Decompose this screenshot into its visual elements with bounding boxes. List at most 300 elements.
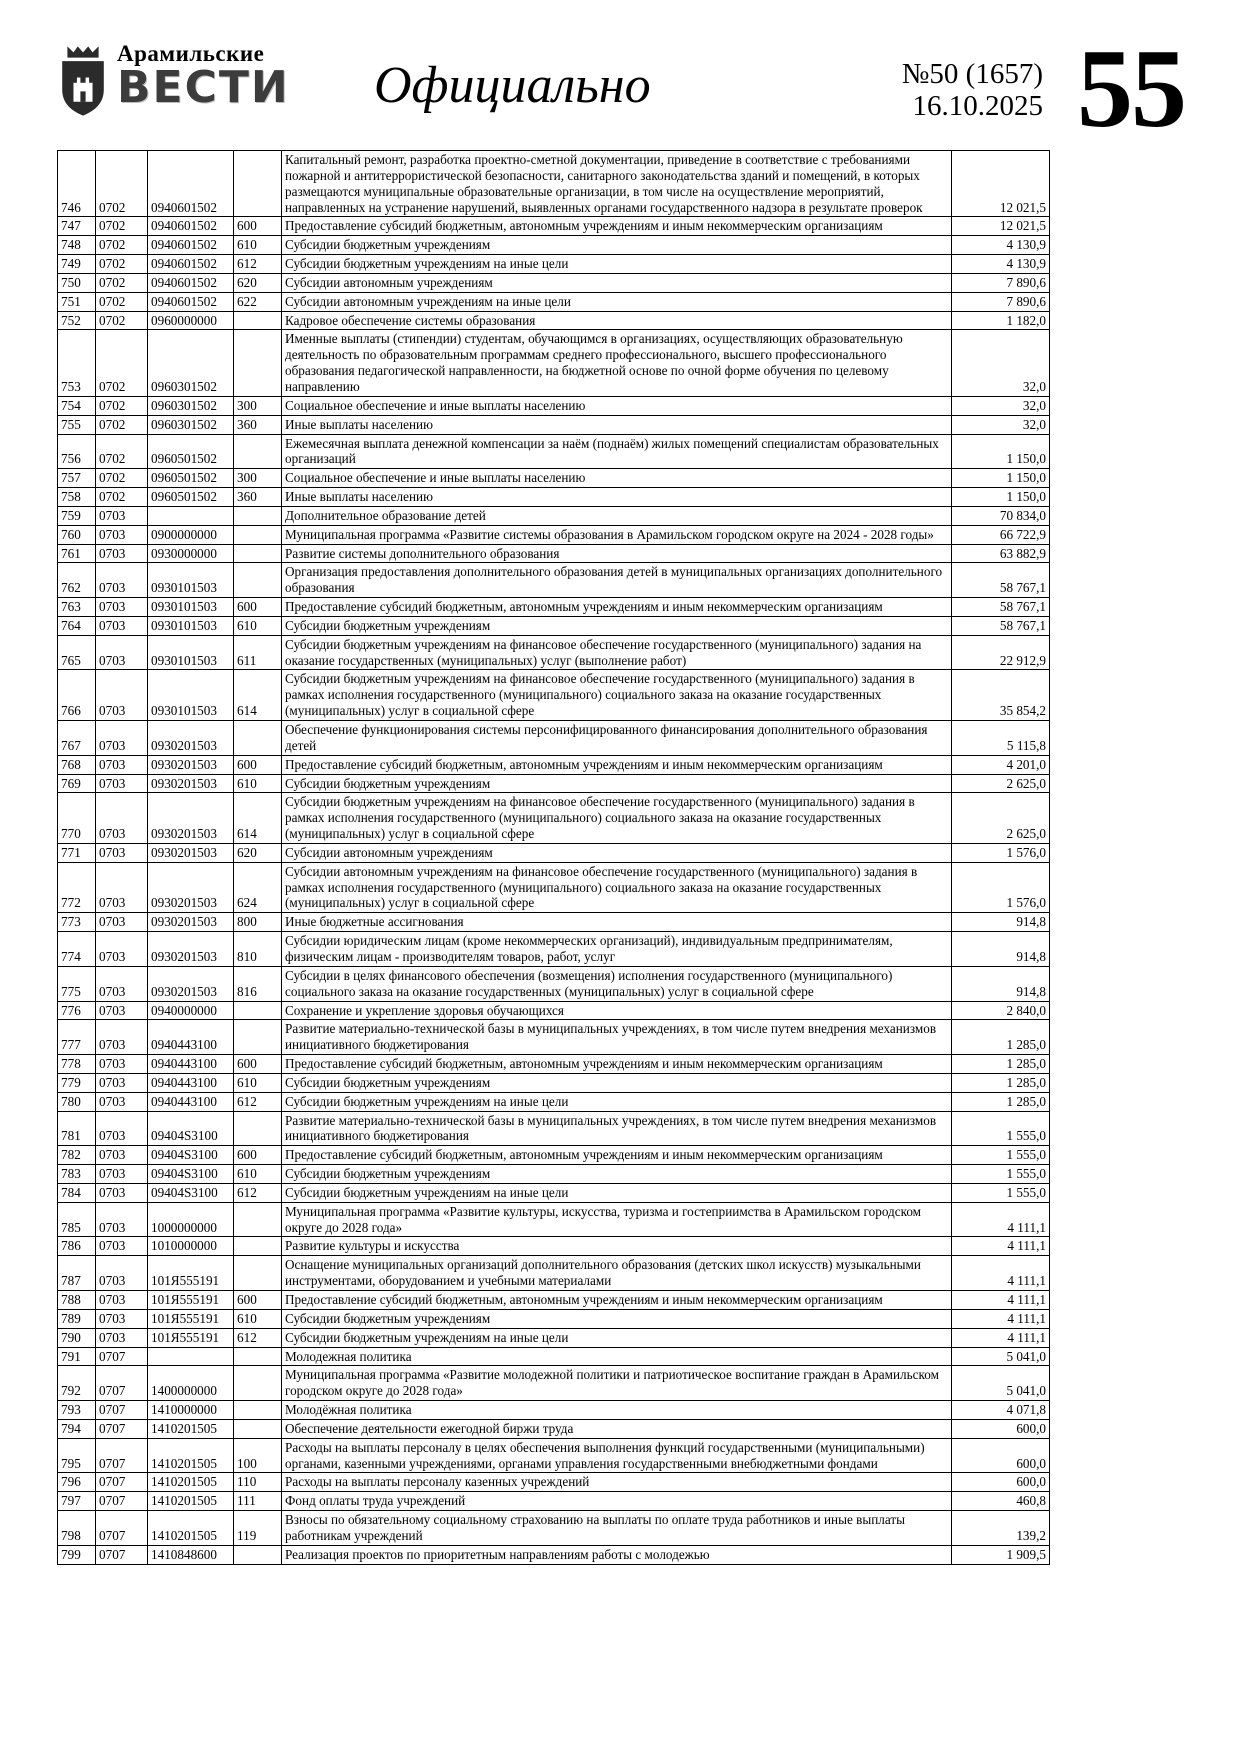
amount: 914,8: [952, 966, 1050, 1001]
section-code: 0707: [96, 1419, 148, 1438]
table-row: [58, 563, 1050, 598]
newspaper-title-bottom: ВЕСТИ: [117, 62, 290, 114]
expense-type-code: [234, 311, 282, 330]
amount: 1 150,0: [952, 488, 1050, 507]
target-article-code: 0960501502: [148, 488, 234, 507]
target-article-code: 1000000000: [148, 1202, 234, 1237]
expense-type-code: 611: [234, 635, 282, 670]
table-row: [58, 217, 1050, 236]
expense-type-code: [234, 330, 282, 396]
table-row: [58, 1055, 1050, 1074]
expense-name: Субсидии бюджетным учреждениям: [282, 616, 952, 635]
row-number: 794: [58, 1419, 96, 1438]
expense-type-code: 119: [234, 1511, 282, 1546]
table-row: [58, 273, 1050, 292]
expense-name: Субсидии бюджетным учреждениям на иные цели: [282, 1183, 952, 1202]
expense-name: Сохранение и укрепление здоровья обучающихся: [282, 1001, 952, 1020]
target-article-code: 0930201503: [148, 843, 234, 862]
row-number: 791: [58, 1347, 96, 1366]
row-number: 755: [58, 415, 96, 434]
amount: 4 111,1: [952, 1256, 1050, 1291]
section-code: 0703: [96, 1146, 148, 1165]
expense-type-code: 111: [234, 1492, 282, 1511]
row-number: 752: [58, 311, 96, 330]
expense-type-code: 360: [234, 415, 282, 434]
expense-name: Расходы на выплаты персоналу казенных учреждений: [282, 1473, 952, 1492]
amount: 58 767,1: [952, 616, 1050, 635]
row-number: 777: [58, 1020, 96, 1055]
expense-name: Взносы по обязательному социальному страхованию на выплаты по оплате труда работников и иные выплаты работникам учреждений: [282, 1511, 952, 1546]
amount: 1 285,0: [952, 1092, 1050, 1111]
expense-type-code: 614: [234, 793, 282, 844]
target-article-code: 0930201503: [148, 932, 234, 967]
table-row: [58, 1366, 1050, 1401]
row-number: 768: [58, 755, 96, 774]
expense-type-code: [234, 1401, 282, 1420]
expense-type-code: 300: [234, 396, 282, 415]
table-row: [58, 1020, 1050, 1055]
section-code: 0703: [96, 1001, 148, 1020]
table-row: [58, 506, 1050, 525]
section-code: 0703: [96, 1237, 148, 1256]
amount: 12 021,5: [952, 151, 1050, 217]
expense-name: Субсидии бюджетным учреждениям на финансовое обеспечение государственного (муниципального) задания в рамках исполнения государственного (муниципального) социального заказа на оказание государственных (муниципальных) услуг в социальной сфере: [282, 793, 952, 844]
expense-type-code: 620: [234, 273, 282, 292]
expense-name: Субсидии бюджетным учреждениям: [282, 236, 952, 255]
amount: 32,0: [952, 396, 1050, 415]
row-number: 795: [58, 1438, 96, 1473]
amount: 1 285,0: [952, 1020, 1050, 1055]
target-article-code: 0940443100: [148, 1073, 234, 1092]
expense-type-code: [234, 1256, 282, 1291]
expense-type-code: [234, 1347, 282, 1366]
target-article-code: 0940443100: [148, 1092, 234, 1111]
expense-name: Именные выплаты (стипендии) студентам, обучающимся в организациях, осуществляющих образовательную деятельность по образовательным программам среднего профессионального, высшего профессионального образования педагогической направленности, на бюджетной основе по очной форме обучения по целевому направлению: [282, 330, 952, 396]
amount: 914,8: [952, 932, 1050, 967]
target-article-code: 0960301502: [148, 415, 234, 434]
expense-type-code: 610: [234, 616, 282, 635]
amount: 1 555,0: [952, 1165, 1050, 1184]
target-article-code: 0940601502: [148, 236, 234, 255]
expense-type-code: [234, 1419, 282, 1438]
amount: 63 882,9: [952, 544, 1050, 563]
table-row: [58, 1401, 1050, 1420]
target-article-code: 0930101503: [148, 670, 234, 721]
table-row: [58, 913, 1050, 932]
expense-type-code: [234, 1111, 282, 1146]
expense-name: Молодёжная политика: [282, 1401, 952, 1420]
expense-name: Субсидии бюджетным учреждениям: [282, 774, 952, 793]
target-article-code: 1410201505: [148, 1419, 234, 1438]
row-number: 785: [58, 1202, 96, 1237]
table-row: [58, 1111, 1050, 1146]
expense-name: Муниципальная программа «Развитие культуры, искусства, туризма и гостеприимства в Арамильском городском округе до 2028 года»: [282, 1202, 952, 1237]
target-article-code: 0940601502: [148, 151, 234, 217]
section-code: 0703: [96, 1183, 148, 1202]
amount: 1 909,5: [952, 1545, 1050, 1564]
expense-name: Субсидии юридическим лицам (кроме некоммерческих организаций), индивидуальным предпринимателям, физическим лицам - производителям товаров, работ, услуг: [282, 932, 952, 967]
expense-type-code: [234, 151, 282, 217]
row-number: 747: [58, 217, 96, 236]
row-number: 756: [58, 434, 96, 469]
table-row: [58, 1419, 1050, 1438]
expense-type-code: [234, 434, 282, 469]
expense-type-code: [234, 1237, 282, 1256]
expense-type-code: [234, 1001, 282, 1020]
row-number: 751: [58, 292, 96, 311]
table-row: [58, 966, 1050, 1001]
expense-type-code: 612: [234, 1328, 282, 1347]
row-number: 792: [58, 1366, 96, 1401]
table-row: [58, 488, 1050, 507]
section-code: 0702: [96, 330, 148, 396]
expense-type-code: 600: [234, 1146, 282, 1165]
target-article-code: 101Я555191: [148, 1309, 234, 1328]
expense-type-code: 360: [234, 488, 282, 507]
amount: 12 021,5: [952, 217, 1050, 236]
row-number: 746: [58, 151, 96, 217]
target-article-code: 0930201503: [148, 721, 234, 756]
expense-name: Субсидии бюджетным учреждениям: [282, 1309, 952, 1328]
expense-type-code: 610: [234, 1309, 282, 1328]
expense-name: Предоставление субсидий бюджетным, автономным учреждениям и иным некоммерческим организациям: [282, 217, 952, 236]
expense-name: Муниципальная программа «Развитие системы образования в Арамильском городском округе на 2024 - 2028 годы»: [282, 525, 952, 544]
section-code: 0703: [96, 1165, 148, 1184]
section-code: 0703: [96, 774, 148, 793]
row-number: 754: [58, 396, 96, 415]
section-code: 0703: [96, 721, 148, 756]
expense-name: Субсидии бюджетным учреждениям: [282, 1165, 952, 1184]
section-code: 0702: [96, 488, 148, 507]
expense-name: Субсидии автономным учреждениям: [282, 843, 952, 862]
row-number: 796: [58, 1473, 96, 1492]
expense-name: Субсидии автономным учреждениям: [282, 273, 952, 292]
target-article-code: 101Я555191: [148, 1328, 234, 1347]
target-article-code: 0930201503: [148, 966, 234, 1001]
expense-name: Кадровое обеспечение системы образования: [282, 311, 952, 330]
row-number: 748: [58, 236, 96, 255]
table-row: [58, 635, 1050, 670]
expense-name: Развитие материально-технической базы в муниципальных учреждениях, в том числе путем внедрения механизмов инициативного бюджетирования: [282, 1020, 952, 1055]
section-code: 0702: [96, 217, 148, 236]
section-code: 0702: [96, 292, 148, 311]
section-code: 0707: [96, 1545, 148, 1564]
section-code: 0703: [96, 1328, 148, 1347]
amount: 4 130,9: [952, 236, 1050, 255]
section-code: 0703: [96, 1111, 148, 1146]
expense-type-code: [234, 721, 282, 756]
target-article-code: 0930201503: [148, 774, 234, 793]
target-article-code: 101Я555191: [148, 1291, 234, 1310]
section-code: 0707: [96, 1347, 148, 1366]
amount: 35 854,2: [952, 670, 1050, 721]
row-number: 758: [58, 488, 96, 507]
target-article-code: 0940601502: [148, 292, 234, 311]
newspaper-title-top: Арамильские: [117, 41, 265, 66]
row-number: 765: [58, 635, 96, 670]
section-code: 0703: [96, 598, 148, 617]
row-number: 799: [58, 1545, 96, 1564]
table-row: [58, 1309, 1050, 1328]
target-article-code: 0940601502: [148, 255, 234, 274]
amount: 600,0: [952, 1473, 1050, 1492]
table-row: [58, 469, 1050, 488]
expense-type-code: 600: [234, 217, 282, 236]
table-row: [58, 1492, 1050, 1511]
table-row: [58, 932, 1050, 967]
expense-type-code: 610: [234, 1165, 282, 1184]
section-title: Официально: [374, 57, 651, 114]
section-code: 0703: [96, 862, 148, 913]
expense-type-code: [234, 544, 282, 563]
expense-type-code: [234, 1545, 282, 1564]
row-number: 779: [58, 1073, 96, 1092]
table-row: [58, 793, 1050, 844]
row-number: 769: [58, 774, 96, 793]
target-article-code: [148, 1347, 234, 1366]
section-code: 0707: [96, 1366, 148, 1401]
row-number: 784: [58, 1183, 96, 1202]
table-row: [58, 1347, 1050, 1366]
row-number: 788: [58, 1291, 96, 1310]
table-row: [58, 1001, 1050, 1020]
target-article-code: 0960000000: [148, 311, 234, 330]
amount: 22 912,9: [952, 635, 1050, 670]
amount: 2 840,0: [952, 1001, 1050, 1020]
table-row: [58, 843, 1050, 862]
expense-type-code: 600: [234, 1291, 282, 1310]
target-article-code: 1400000000: [148, 1366, 234, 1401]
table-row: [58, 755, 1050, 774]
target-article-code: 0930101503: [148, 616, 234, 635]
expense-type-code: 620: [234, 843, 282, 862]
row-number: 774: [58, 932, 96, 967]
section-code: 0703: [96, 1055, 148, 1074]
amount: 1 576,0: [952, 843, 1050, 862]
table-row: [58, 525, 1050, 544]
amount: 2 625,0: [952, 793, 1050, 844]
amount: 5 115,8: [952, 721, 1050, 756]
section-code: 0703: [96, 1092, 148, 1111]
expense-name: Субсидии бюджетным учреждениям на финансовое обеспечение государственного (муниципального) задания на оказание государственных (муниципальных) услуг (выполнение работ): [282, 635, 952, 670]
expense-name: Развитие материально-технической базы в муниципальных учреждениях, в том числе путем внедрения механизмов инициативного бюджетирования: [282, 1111, 952, 1146]
table-row: [58, 151, 1050, 217]
table-row: [58, 598, 1050, 617]
expense-name: Субсидии в целях финансового обеспечения (возмещения) исполнения государственного (муниципального) социального заказа на оказание государственных (муниципальных) услуг в социальной сфере: [282, 966, 952, 1001]
row-number: 766: [58, 670, 96, 721]
table-row: [58, 330, 1050, 396]
section-code: 0703: [96, 1073, 148, 1092]
expense-name: Организация предоставления дополнительного образования детей в муниципальных организациях дополнительного образования: [282, 563, 952, 598]
expense-name: Субсидии бюджетным учреждениям на иные цели: [282, 1328, 952, 1347]
amount: 1 285,0: [952, 1055, 1050, 1074]
row-number: 757: [58, 469, 96, 488]
amount: 600,0: [952, 1419, 1050, 1438]
expense-type-code: 612: [234, 1183, 282, 1202]
section-code: 0702: [96, 469, 148, 488]
section-code: 0702: [96, 255, 148, 274]
target-article-code: 1410201505: [148, 1473, 234, 1492]
section-code: 0703: [96, 1256, 148, 1291]
section-code: 0703: [96, 635, 148, 670]
target-article-code: 1410201505: [148, 1492, 234, 1511]
target-article-code: 0930101503: [148, 635, 234, 670]
target-article-code: 0930201503: [148, 793, 234, 844]
row-number: 790: [58, 1328, 96, 1347]
row-number: 760: [58, 525, 96, 544]
table-row: [58, 616, 1050, 635]
expense-name: Дополнительное образование детей: [282, 506, 952, 525]
row-number: 782: [58, 1146, 96, 1165]
row-number: 798: [58, 1511, 96, 1546]
amount: 58 767,1: [952, 563, 1050, 598]
amount: 7 890,6: [952, 273, 1050, 292]
expense-type-code: 100: [234, 1438, 282, 1473]
target-article-code: 0940601502: [148, 273, 234, 292]
expense-type-code: 622: [234, 292, 282, 311]
table-row: [58, 415, 1050, 434]
expense-name: Ежемесячная выплата денежной компенсации за наём (поднаём) жилых помещений специалистам образовательных организаций: [282, 434, 952, 469]
row-number: 772: [58, 862, 96, 913]
target-article-code: 0960301502: [148, 330, 234, 396]
expense-name: Субсидии бюджетным учреждениям на финансовое обеспечение государственного (муниципального) задания в рамках исполнения государственного (муниципального) социального заказа на оказание государственных (муниципальных) услуг в социальной сфере: [282, 670, 952, 721]
row-number: 761: [58, 544, 96, 563]
target-article-code: 0940601502: [148, 217, 234, 236]
expense-name: Развитие системы дополнительного образования: [282, 544, 952, 563]
row-number: 759: [58, 506, 96, 525]
coat-of-arms-icon: [57, 44, 109, 118]
expense-type-code: 624: [234, 862, 282, 913]
amount: 32,0: [952, 415, 1050, 434]
section-code: 0702: [96, 434, 148, 469]
target-article-code: [148, 506, 234, 525]
expense-name: Расходы на выплаты персоналу в целях обеспечения выполнения функций государственными (муниципальными) органами, казенными учреждениями, органами управления государственными внебюджетными фондами: [282, 1438, 952, 1473]
expense-name: Предоставление субсидий бюджетным, автономным учреждениям и иным некоммерческим организациям: [282, 598, 952, 617]
table-row: [58, 292, 1050, 311]
section-code: 0703: [96, 755, 148, 774]
row-number: 793: [58, 1401, 96, 1420]
target-article-code: 0960501502: [148, 434, 234, 469]
section-code: 0702: [96, 273, 148, 292]
section-code: 0703: [96, 616, 148, 635]
page-number: 55: [1077, 27, 1185, 151]
amount: 1 285,0: [952, 1073, 1050, 1092]
expense-type-code: [234, 525, 282, 544]
expense-type-code: 612: [234, 255, 282, 274]
section-code: 0707: [96, 1473, 148, 1492]
target-article-code: 0960301502: [148, 396, 234, 415]
table-row: [58, 396, 1050, 415]
expense-name: Муниципальная программа «Развитие молодежной политики и патриотическое воспитание граждан в Арамильском городском округе до 2028 года»: [282, 1366, 952, 1401]
table-row: [58, 1438, 1050, 1473]
budget-table: [57, 150, 1050, 1565]
section-code: 0703: [96, 843, 148, 862]
section-code: 0703: [96, 1309, 148, 1328]
amount: 70 834,0: [952, 506, 1050, 525]
row-number: 780: [58, 1092, 96, 1111]
issue-info: [902, 42, 1043, 123]
amount: 600,0: [952, 1438, 1050, 1473]
section-code: 0707: [96, 1438, 148, 1473]
expense-type-code: 600: [234, 1055, 282, 1074]
amount: 4 111,1: [952, 1291, 1050, 1310]
section-code: 0703: [96, 1291, 148, 1310]
target-article-code: 1410000000: [148, 1401, 234, 1420]
expense-name: Молодежная политика: [282, 1347, 952, 1366]
row-number: 773: [58, 913, 96, 932]
amount: 1 555,0: [952, 1146, 1050, 1165]
row-number: 750: [58, 273, 96, 292]
target-article-code: 0960501502: [148, 469, 234, 488]
amount: 4 201,0: [952, 755, 1050, 774]
row-number: 771: [58, 843, 96, 862]
row-number: 797: [58, 1492, 96, 1511]
table-row: [58, 1545, 1050, 1564]
row-number: 753: [58, 330, 96, 396]
section-code: 0703: [96, 1202, 148, 1237]
section-code: 0703: [96, 1020, 148, 1055]
expense-type-code: 800: [234, 913, 282, 932]
table-row: [58, 862, 1050, 913]
section-code: 0703: [96, 966, 148, 1001]
newspaper-logo: [57, 42, 319, 118]
expense-name: Иные бюджетные ассигнования: [282, 913, 952, 932]
amount: 1 555,0: [952, 1183, 1050, 1202]
expense-name: Предоставление субсидий бюджетным, автономным учреждениям и иным некоммерческим организациям: [282, 1055, 952, 1074]
amount: 4 071,8: [952, 1401, 1050, 1420]
table-row: [58, 1165, 1050, 1184]
row-number: 764: [58, 616, 96, 635]
expense-type-code: 610: [234, 236, 282, 255]
row-number: 749: [58, 255, 96, 274]
table-row: [58, 1256, 1050, 1291]
expense-type-code: [234, 1020, 282, 1055]
section-code: 0702: [96, 415, 148, 434]
row-number: 776: [58, 1001, 96, 1020]
table-row: [58, 1328, 1050, 1347]
row-number: 787: [58, 1256, 96, 1291]
expense-name: Обеспечение деятельности ежегодной биржи труда: [282, 1419, 952, 1438]
row-number: 770: [58, 793, 96, 844]
target-article-code: 1010000000: [148, 1237, 234, 1256]
amount: 4 111,1: [952, 1328, 1050, 1347]
expense-name: Социальное обеспечение и иные выплаты населению: [282, 396, 952, 415]
target-article-code: 0900000000: [148, 525, 234, 544]
amount: 32,0: [952, 330, 1050, 396]
section-code: 0702: [96, 311, 148, 330]
amount: 1 150,0: [952, 469, 1050, 488]
section-code: 0703: [96, 932, 148, 967]
section-code: 0703: [96, 913, 148, 932]
expense-name: Субсидии бюджетным учреждениям: [282, 1073, 952, 1092]
target-article-code: 0940443100: [148, 1055, 234, 1074]
expense-name: Иные выплаты населению: [282, 488, 952, 507]
expense-type-code: 614: [234, 670, 282, 721]
target-article-code: 09404S3100: [148, 1165, 234, 1184]
page-header: [57, 27, 1185, 151]
issue-date: 16.10.2025: [912, 90, 1043, 123]
amount: 460,8: [952, 1492, 1050, 1511]
amount: 2 625,0: [952, 774, 1050, 793]
expense-name: Обеспечение функционирования системы персонифицированного финансирования дополнительного образования детей: [282, 721, 952, 756]
target-article-code: 101Я555191: [148, 1256, 234, 1291]
table-row: [58, 1202, 1050, 1237]
expense-type-code: 612: [234, 1092, 282, 1111]
expense-name: Предоставление субсидий бюджетным, автономным учреждениям и иным некоммерческим организациям: [282, 1146, 952, 1165]
row-number: 786: [58, 1237, 96, 1256]
amount: 1 182,0: [952, 311, 1050, 330]
amount: 1 150,0: [952, 434, 1050, 469]
